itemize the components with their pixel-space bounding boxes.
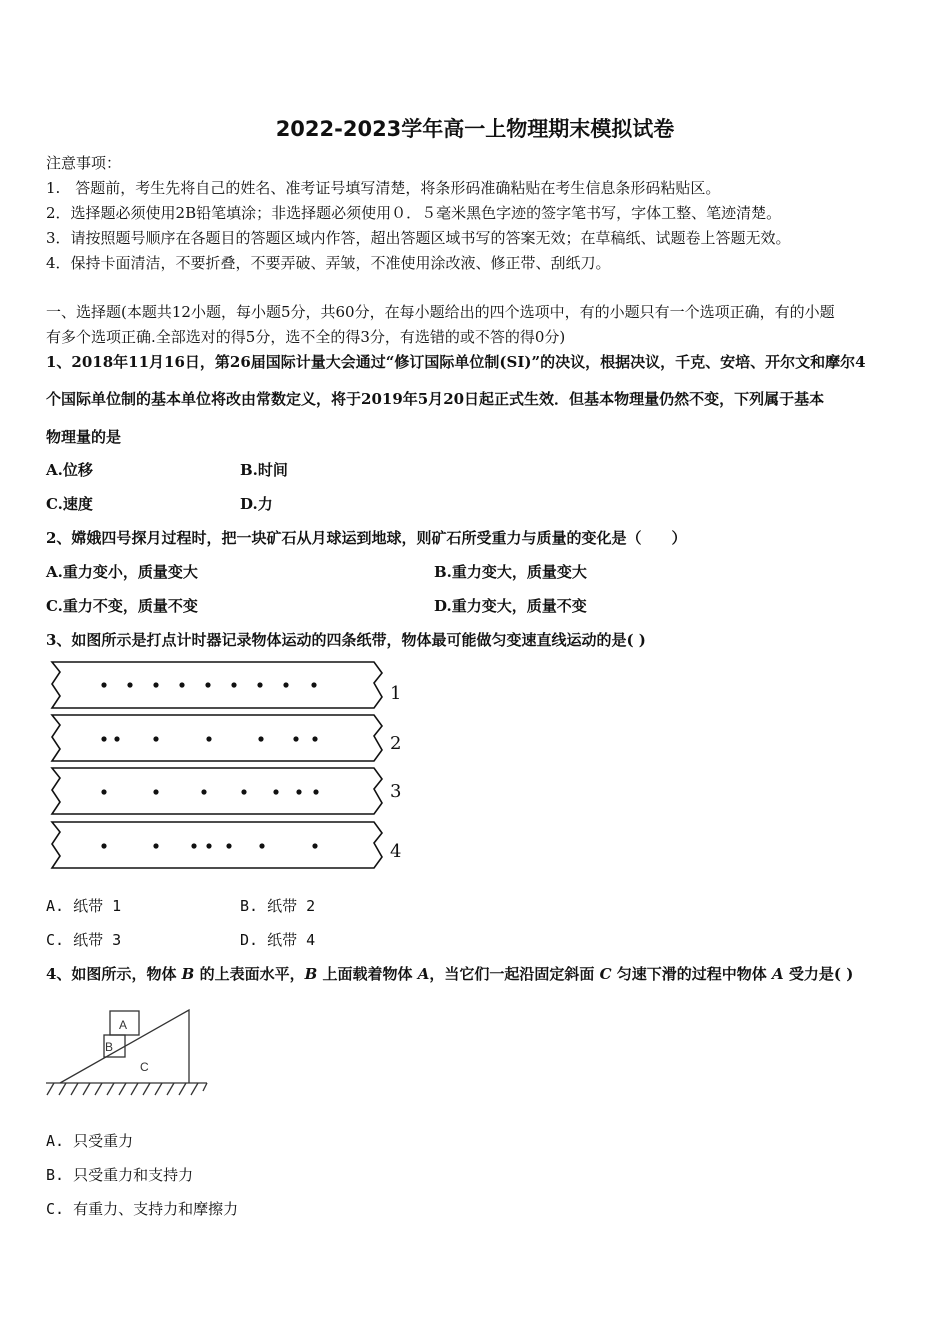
- q3-option-d[interactable]: D. 纸带 4: [240, 931, 316, 949]
- q3-option-b[interactable]: B. 纸带 2: [240, 897, 316, 915]
- q1-option-a[interactable]: A.位移: [46, 461, 93, 479]
- q2-option-c[interactable]: C.重力不变，质量不变: [46, 597, 198, 615]
- q4-stem: 4、如图所示，物体 B 的上表面水平，B 上面载着物体 A，当它们一起沿固定斜面 C 匀速下滑的过程中物体 A 受力是( ): [46, 965, 854, 983]
- tape-2: [52, 715, 382, 761]
- tape-label-1: 1: [390, 683, 402, 704]
- incline-figure: [44, 1005, 212, 1100]
- notice-heading: 注意事项：: [46, 154, 122, 172]
- q3-option-c[interactable]: C. 纸带 3: [46, 931, 122, 949]
- notice-item-2: 2．选择题必须使用2B铅笔填涂；非选择题必须使用０．５毫米黑色字迹的签字笔书写，字体工整、笔迹清楚。: [46, 204, 782, 222]
- q3-stem: 3、如图所示是打点计时器记录物体运动的四条纸带，物体最可能做匀变速直线运动的是( ): [46, 631, 646, 649]
- q4-option-c[interactable]: C. 有重力、支持力和摩擦力: [46, 1200, 239, 1218]
- section-intro-line-1: 一、选择题(本题共12小题，每小题5分，共60分，在每小题给出的四个选项中，有的小题只有一个选项正确，有的小题: [46, 303, 835, 321]
- q2-option-b[interactable]: B.重力变大，质量变大: [434, 563, 587, 581]
- tape-label-3: 3: [390, 781, 402, 802]
- tape-label-4: 4: [390, 841, 402, 862]
- incline-c-label: C: [140, 1060, 149, 1074]
- paper-tapes-figure: [44, 655, 414, 877]
- tape-label-2: 2: [390, 733, 402, 754]
- notice-item-4: 4．保持卡面清洁，不要折叠，不要弄破、弄皱，不准使用涂改液、修正带、刮纸刀。: [46, 254, 611, 272]
- q1-stem-line-1: 1、2018年11月16日，第26届国际计量大会通过“修订国际单位制(SI)”的决议，根据决议，千克、安培、开尔文和摩尔4: [46, 353, 866, 371]
- notice-item-3: 3．请按照题号顺序在各题目的答题区域内作答，超出答题区域书写的答案无效；在草稿纸、试题卷上答题无效。: [46, 229, 791, 247]
- q2-option-d[interactable]: D.重力变大，质量不变: [434, 597, 587, 615]
- tape-3: [52, 768, 382, 814]
- q4-option-b[interactable]: B. 只受重力和支持力: [46, 1166, 194, 1184]
- q1-option-d[interactable]: D.力: [240, 495, 273, 513]
- q1-stem-line-3: 物理量的是: [46, 428, 122, 446]
- q1-option-b[interactable]: B.时间: [240, 461, 288, 479]
- section-intro-line-2: 有多个选项正确.全部选对的得5分，选不全的得3分，有选错的或不答的得0分): [46, 328, 566, 346]
- q1-option-c[interactable]: C.速度: [46, 495, 93, 513]
- page-title: 2022-2023学年高一上物理期末模拟试卷: [275, 117, 675, 141]
- block-a-label: A: [119, 1018, 128, 1032]
- q1-stem-line-2: 个国际单位制的基本单位将改由常数定义，将于2019年5月20日起正式生效．但基本物理量仍然不变，下列属于基本: [46, 390, 825, 408]
- block-b-label: B: [105, 1040, 114, 1054]
- q2-option-a[interactable]: A.重力变小，质量变大: [46, 563, 198, 581]
- notice-item-1: 1. 答题前，考生先将自己的姓名、准考证号填写清楚，将条形码准确粘贴在考生信息条形码粘贴区。: [46, 179, 721, 197]
- q4-option-a[interactable]: A. 只受重力: [46, 1132, 134, 1150]
- tape-4: [52, 822, 382, 868]
- q3-option-a[interactable]: A. 纸带 1: [46, 897, 122, 915]
- q2-stem: 2、嫦娥四号探月过程时，把一块矿石从月球运到地球，则矿石所受重力与质量的变化是（ ）: [46, 529, 687, 547]
